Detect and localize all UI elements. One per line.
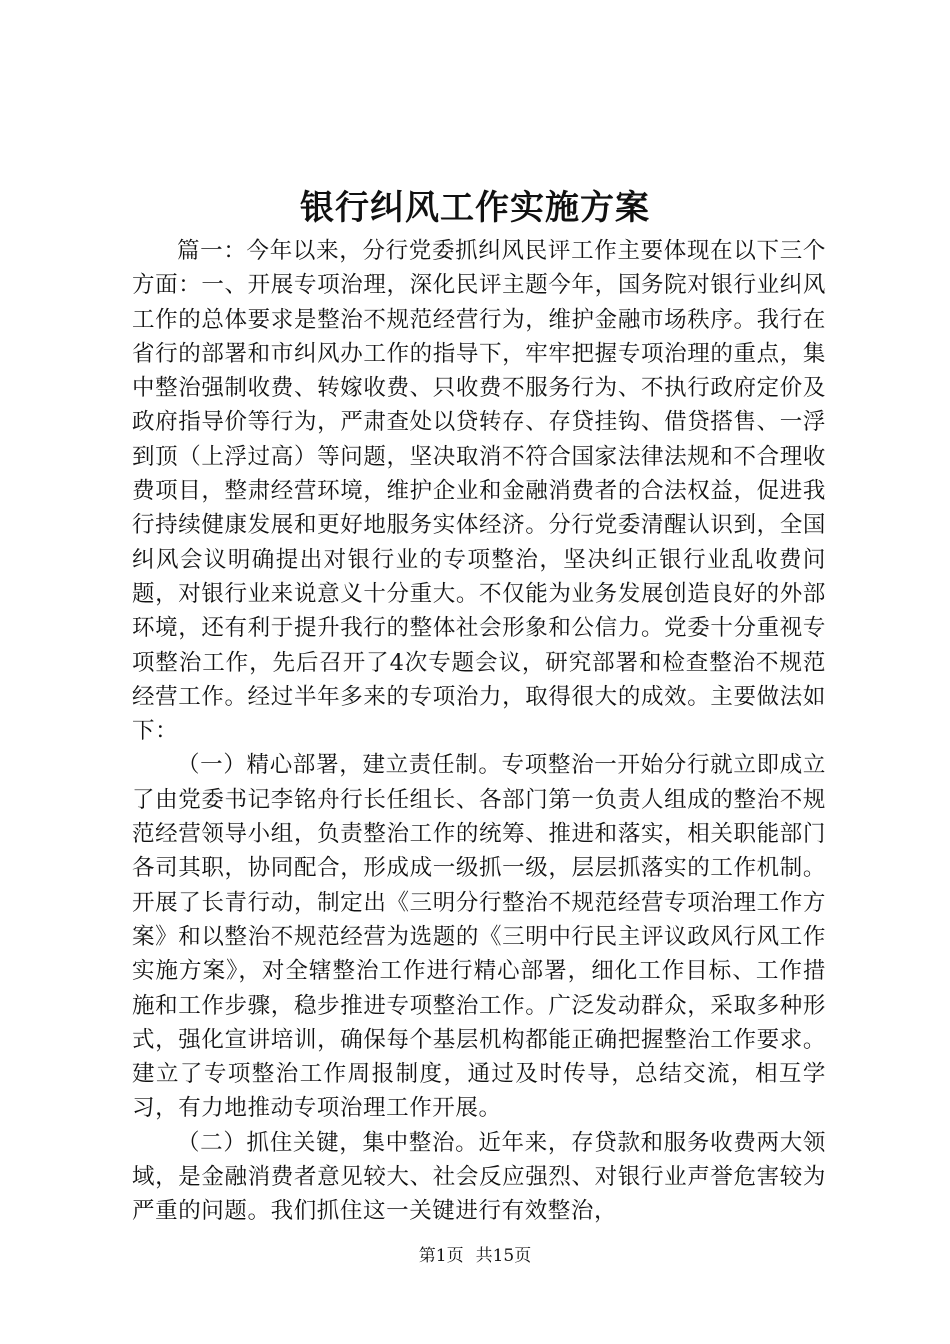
document-title: 银行纠风工作实施方案 bbox=[300, 188, 650, 228]
page-number: 第1页 bbox=[418, 1246, 464, 1266]
paragraph-intro: 篇一：今年以来，分行党委抓纠风民评工作主要体现在以下三个方面：一、开展专项治理，深化民评主题今年，国务院对银行业纠风工作的总体要求是整治不规范经营行为，维护金融市场秩序。我行在省行的部署和市纠风办工作的指导下，牢牢把握专项治理的重点，集中整治强制收费、转嫁收费、只收费不服务行为、不执行政府定价及政府指导价等行为，严肃查处以贷转存、存贷挂钩、借贷搭售、一浮到顶（上浮过高）等问题，坚决取消不符合国家法律法规和不合理收费项目，整肃经营环境，维护企业和金融消费者的合法权益，促进我行持续健康发展和更好地服务实体经济。分行党委清醒认识到，全国纠风会议明确提出对银行业的专项整治，坚决纠正银行业乱收费问题，对银行业来说意义十分重大。不仅能为业务发展创造良好的外部环境，还有利于提升我行的整体社会形象和公信力。党委十分重视专项整治工作，先后召开了4次专题会议，研究部署和检查整治不规范经营工作。经过半年多来的专项治力，取得很大的成效。主要做法如下： bbox=[132, 238, 826, 745]
page-footer bbox=[0, 1244, 950, 1268]
paragraph-section-2: （二）抓住关键，集中整治。近年来，存贷款和服务收费两大领域，是金融消费者意见较大、社会反应强烈、对银行业声誉危害较为严重的问题。我们抓住这一关键进行有效整治， bbox=[132, 1129, 826, 1225]
document-body bbox=[132, 234, 826, 1229]
page-total: 共15页 bbox=[475, 1246, 532, 1266]
paragraph-section-1: （一）精心部署，建立责任制。专项整治一开始分行就立即成立了由党委书记李铭舟行长任组长、各部门第一负责人组成的整治不规范经营领导小组，负责整治工作的统筹、推进和落实，相关职能部门各司其职，协同配合，形成成一级抓一级，层层抓落实的工作机制。开展了长青行动，制定出《三明分行整治不规范经营专项治理工作方案》和以整治不规范经营为选题的《三明中行民主评议政风行风工作实施方案》，对全辖整治工作进行精心部署，细化工作目标、工作措施和工作步骤，稳步推进专项整治工作。广泛发动群众，采取多种形式，强化宣讲培训，确保每个基层机构都能正确把握整治工作要求。建立了专项整治工作周报制度，通过及时传导，总结交流，相互学习，有力地推动专项治理工作开展。 bbox=[132, 752, 826, 1122]
